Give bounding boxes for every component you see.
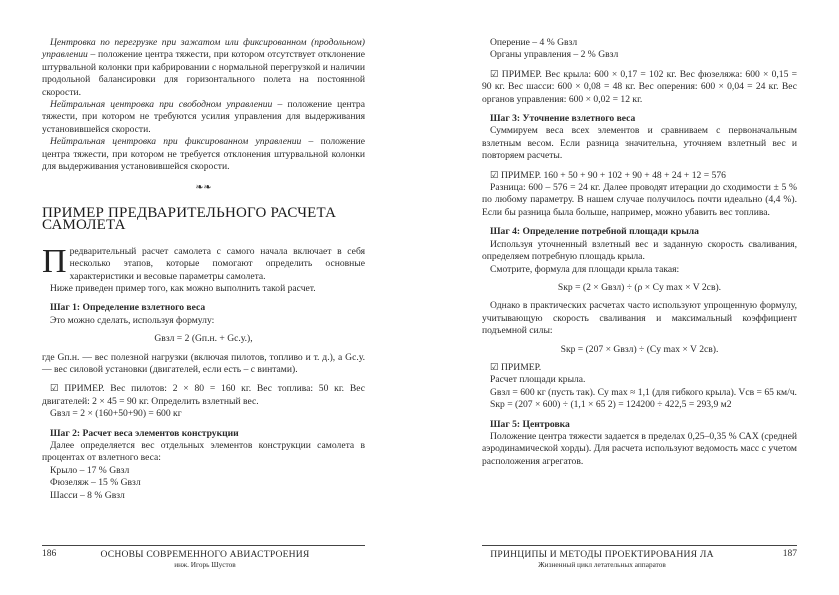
step4-example-line3: Sкр = (207 × 600) ÷ (1,1 × 65 2) = 124200 ÷ 422,5 = 293,9 м2 <box>490 399 732 411</box>
step3-title: Шаг 3: Уточнение взлетного веса <box>490 113 636 125</box>
list-item-wing: Крыло – 17 % Gвзл <box>50 464 130 476</box>
running-title: ОСНОВЫ СОВРЕМЕННОГО АВИАСТРОЕНИЯ <box>100 549 310 560</box>
page-number: 186 <box>42 549 57 559</box>
term-neutral-free: Нейтральная центровка при свободном управлении <box>50 99 273 111</box>
footer-rule <box>42 545 365 546</box>
list-item-controls: Органы управления – 2 % Gвзл <box>490 49 619 61</box>
step3-example-text: Разница: 600 – 576 = 24 кг. Далее проводят итерации до сходимости ± 5 % по любому параметру. В нашем случае получилось почти идеально (4,4 %). Если бы разница была больше, например, можно убавить вес топлива. <box>482 182 797 218</box>
term-overload-cg: Центровка по перегрузке при зажатом или фиксированном (продольном) управлении <box>42 37 365 61</box>
right-text-column <box>482 37 797 468</box>
list-item-gear: Шасси – 8 % Gвзл <box>50 489 125 501</box>
simplified-formula: Sкр = (207 × Gвзл) ÷ (Cy max × V 2св). <box>560 343 719 355</box>
running-subtitle: инж. Игорь Шустов <box>174 560 236 569</box>
term-neutral-fixed: Нейтральная центровка при фиксированном управлении <box>50 136 302 148</box>
step4-example-line2: Gвзл = 600 кг (пусть так). Cy max ≈ 1,1 (для гибкого крыла). Vсв = 65 км/ч. <box>490 386 797 398</box>
footer-rule <box>482 545 797 546</box>
step1-result: Gвзл = 2 × (160+50+90) = 600 кг <box>50 408 182 420</box>
definition-text: – положение центра тяжести, при котором отсутствует отклонение штурвальной колонки при кабрировании с нормальной перегрузкой и наличии продольной балансировки для горизонтального полета на постоянной скорости. <box>42 49 365 98</box>
lead-paragraph-2: Ниже приведен пример того, как можно выполнить такой расчет. <box>50 282 316 294</box>
left-text-column <box>42 37 365 502</box>
wing-area-formula: Sкр = (2 × Gвзл) ÷ (ρ × Cy max × V 2св). <box>557 281 722 293</box>
step4-example: ☑ ПРИМЕР. <box>490 361 542 373</box>
lead-paragraph <box>42 242 365 283</box>
step1-example: ☑ ПРИМЕР. Вес пилотов: 2 × 80 = 160 кг. Вес топлива: 50 кг. Вес двигателей: 2 × 45 = 90 кг. Определить взлетный вес. <box>42 383 365 407</box>
step5-text: Положение центра тяжести задается в пределах 0,25–0,35 % САХ (средней аэродинамической хорды). Для расчета используют ведомость масс с учетом расположения агрегатов. <box>482 430 797 467</box>
intro-paragraph-3 <box>42 136 365 173</box>
definition-text: – положение центра тяжести, при котором не требуются усилия управления для выдерживания установившейся скорости. <box>42 99 365 135</box>
step2-text: Далее определяется вес отдельных элементов конструкции самолета в процентах от взлетного веса: <box>42 439 365 464</box>
step4-example-line1: Расчет площади крыла. <box>490 374 586 386</box>
running-subtitle: Жизненный цикл летательных аппаратов <box>538 560 666 569</box>
step2-example: ☑ ПРИМЕР. Вес крыла: 600 × 0,17 = 102 кг. Вес фюзеляжа: 600 × 0,15 = 90 кг. Вес шасси: 600 × 0,08 = 48 кг. Вес оперения: 600 × 0,04 = 24 кг. Вес органов управления: 600 × 0,02 = 12 кг. <box>482 68 797 105</box>
right-page <box>420 0 839 595</box>
ornament-divider: ❧❧ <box>195 182 212 194</box>
step1-title: Шаг 1: Определение взлетного веса <box>50 302 206 314</box>
definition-text: – положение центра тяжести, при котором не требуется отклонения штурвальной колонки для выдерживания установившейся скорости. <box>42 136 365 173</box>
step1-text: Это можно сделать, используя формулу: <box>50 314 215 326</box>
lead-text: редварительный расчет самолета с самого начала включает в себя несколько этапов, которые помогают определить основные характеристики и весовые параметры самолета. <box>69 245 365 282</box>
step3-example: ☑ ПРИМЕР. 160 + 50 + 90 + 102 + 90 + 48 + 24 + 12 = 576 <box>490 169 726 181</box>
step4-text-2: Смотрите, формула для площади крыла такая: <box>490 263 680 275</box>
drop-cap: П <box>42 242 67 280</box>
step4-text: Используя уточненный взлетный вес и заданную скорость сваливания, определяем потребную площадь крыла. <box>482 238 797 263</box>
list-item-fuselage: Фюзеляж – 15 % Gвзл <box>50 477 141 489</box>
intro-paragraph-1 <box>42 37 365 99</box>
running-title: ПРИНЦИПЫ И МЕТОДЫ ПРОЕКТИРОВАНИЯ ЛА <box>490 549 714 560</box>
section-title: ПРИМЕР ПРЕДВАРИТЕЛЬНОГО РАСЧЕТА САМОЛЕТА <box>42 204 337 234</box>
step4-title: Шаг 4: Определение потребной площади крыла <box>490 226 699 238</box>
step5-title: Шаг 5: Центровка <box>490 418 570 430</box>
page-number: 187 <box>782 549 797 559</box>
step1-formula: Gвзл = 2 (Gп.н. + Gс.у.), <box>154 333 253 345</box>
list-item-tail: Оперение – 4 % Gвзл <box>490 37 578 48</box>
intro-paragraph-2 <box>42 99 365 136</box>
step4-text-3: Однако в практических расчетах часто используют упрощенную формулу, учитывающую скорость сваливания и максимальный коэффициент подъемной силы: <box>482 300 797 337</box>
step3-text: Суммируем веса всех элементов и сравниваем с первоначальным взлетным весом. Если разница значительна, уточняем взлетный вес и повторяем расчеты. <box>482 125 797 162</box>
step1-where: где Gп.н. — вес полезной нагрузки (включая пилотов, топливо и т. д.), а Gс.у. — вес силовой установки (двигателей, если есть – с винтами). <box>42 351 365 375</box>
step2-title: Шаг 2: Расчет веса элементов конструкции <box>50 427 239 439</box>
